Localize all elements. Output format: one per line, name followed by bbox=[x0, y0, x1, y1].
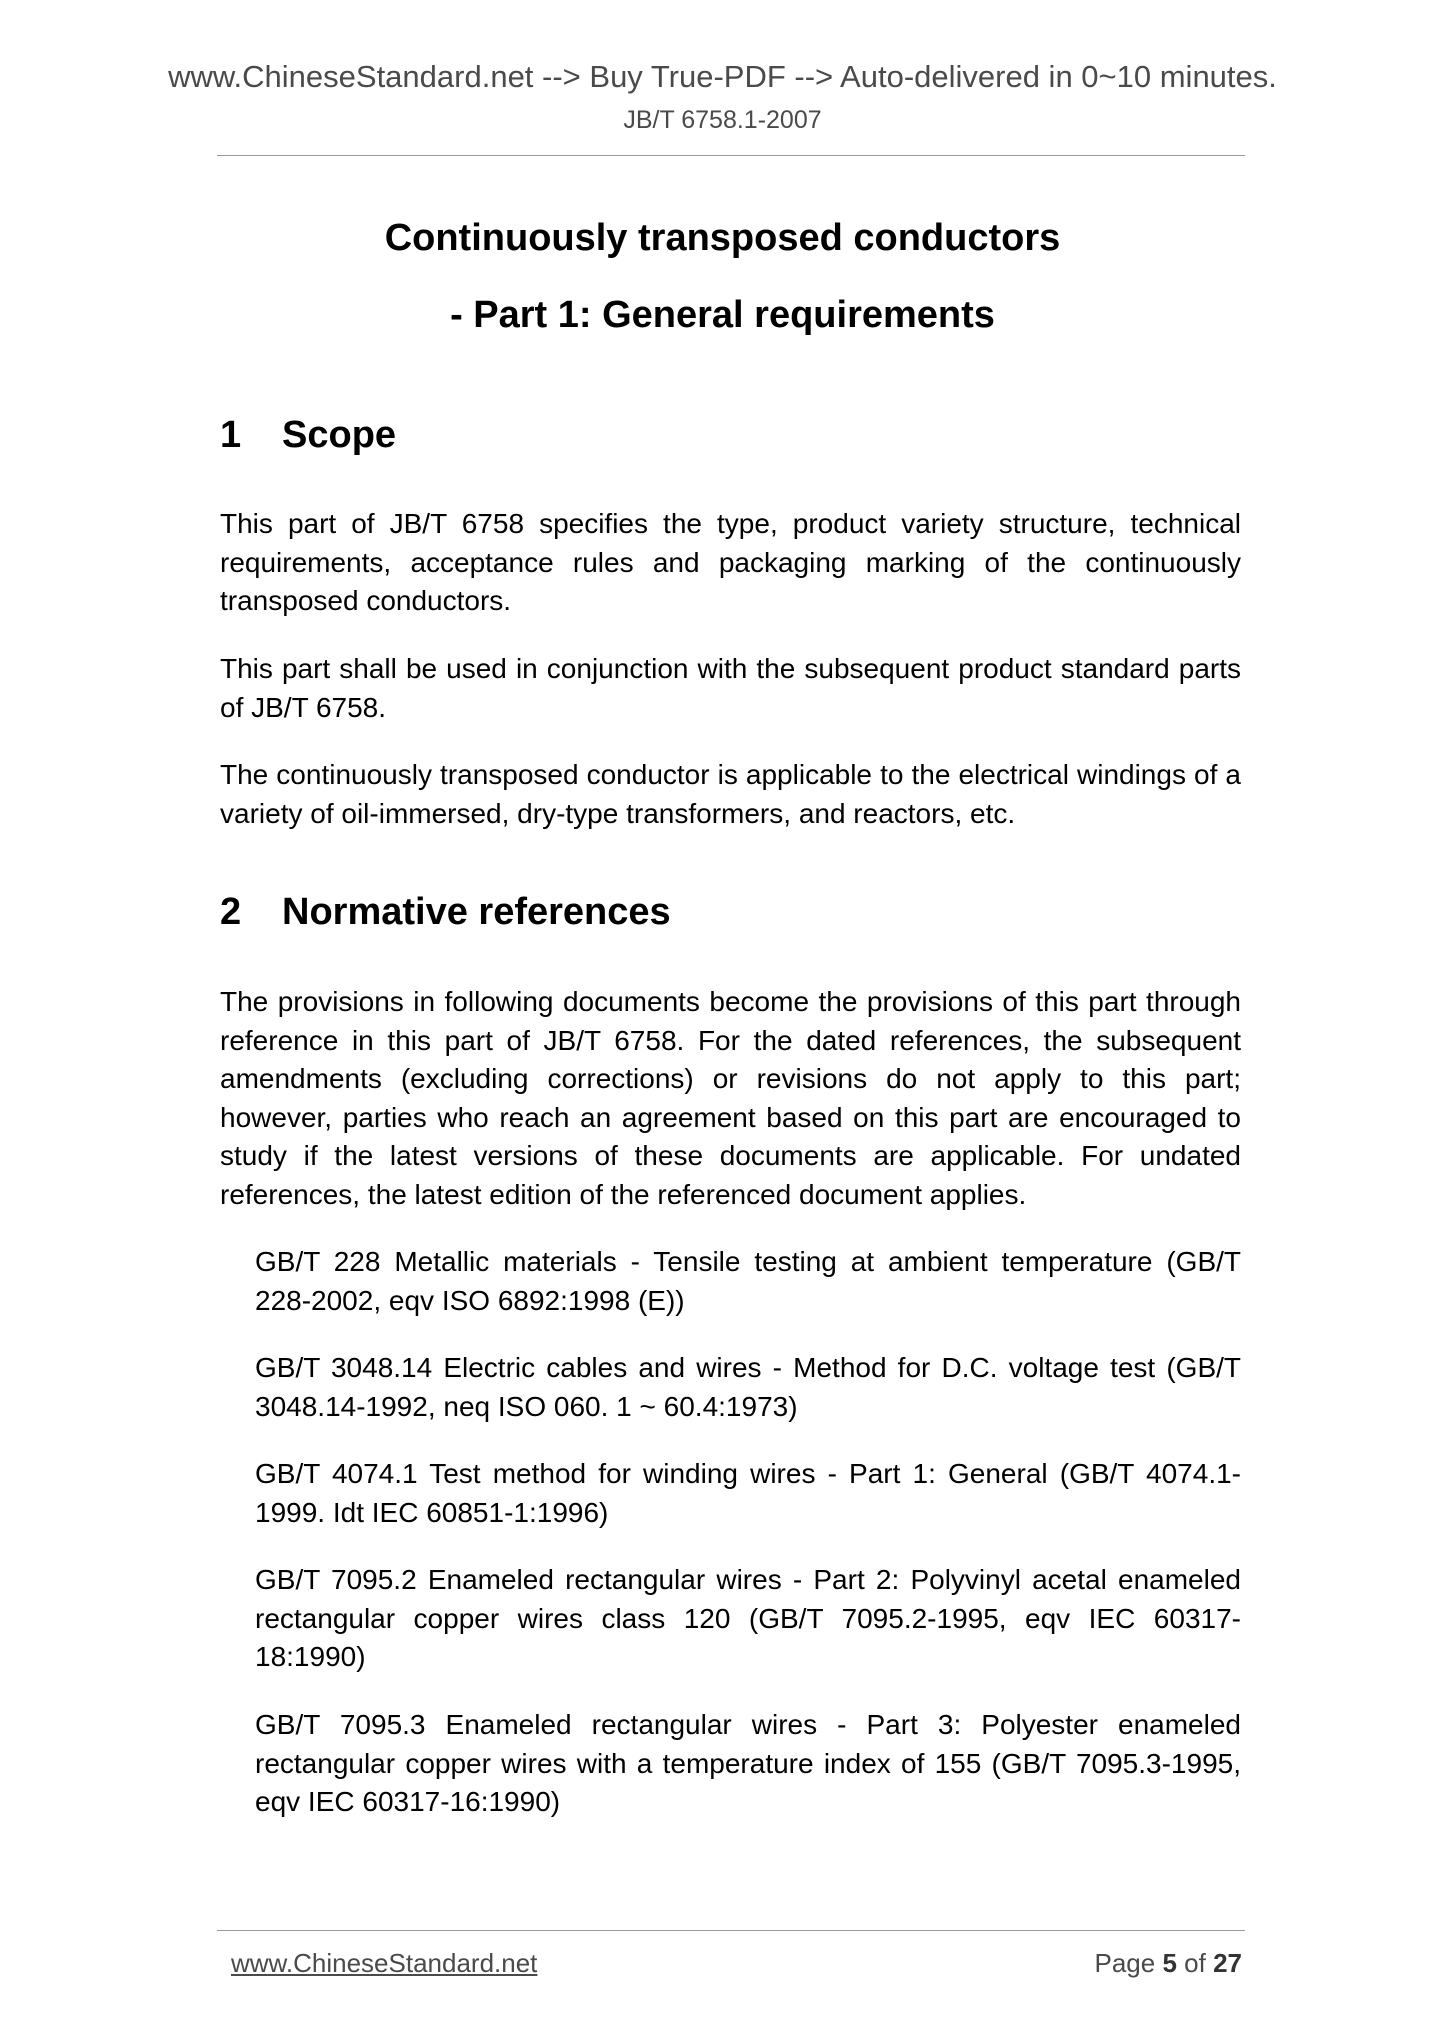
section-number: 2 bbox=[220, 891, 242, 933]
scope-paragraph-2: This part shall be used in conjunction with the subsequent product standard parts of JB/T 6758. bbox=[220, 653, 1241, 723]
reference-item: GB/T 7095.3 Enameled rectangular wires - Part 3: Polyester enameled rectangular copper wires with a temperature index of 155 (GB/T 7095.3-1995, eqv IEC 60317-16:1990) bbox=[255, 1709, 1241, 1817]
page-current: 5 bbox=[1162, 1948, 1177, 1978]
document-title: Continuously transposed conductors bbox=[384, 217, 1061, 259]
header-divider bbox=[217, 155, 1245, 156]
page-of: of bbox=[1184, 1948, 1206, 1978]
section-title: Scope bbox=[282, 414, 397, 456]
reference-item: GB/T 7095.2 Enameled rectangular wires - Part 2: Polyvinyl acetal enameled rectangular copper wires class 120 (GB/T 7095.2-1995, eqv IEC 60317-18:1990) bbox=[255, 1564, 1241, 1672]
page-total: 27 bbox=[1213, 1948, 1242, 1978]
footer-divider bbox=[217, 1930, 1245, 1931]
document-subtitle: - Part 1: General requirements bbox=[450, 294, 995, 336]
scope-paragraph-1: This part of JB/T 6758 specifies the type, product variety structure, technical requirements, acceptance rules and packaging marking of the continuously transposed conductors. bbox=[220, 508, 1241, 616]
section-heading-normative-references bbox=[220, 891, 671, 934]
reference-item: GB/T 228 Metallic materials - Tensile testing at ambient temperature (GB/T 228-2002, eqv ISO 6892:1998 (E)) bbox=[255, 1246, 1241, 1316]
page-number bbox=[1094, 1948, 1242, 1979]
header-banner: www.ChineseStandard.net --> Buy True-PDF --> Auto-delivered in 0~10 minutes. bbox=[168, 59, 1277, 94]
page-prefix: Page bbox=[1094, 1948, 1156, 1978]
footer-website-link[interactable]: www.ChineseStandard.net bbox=[231, 1948, 538, 1978]
reference-item: GB/T 4074.1 Test method for winding wires - Part 1: General (GB/T 4074.1-1999. Idt IEC 60851-1:1996) bbox=[255, 1458, 1241, 1528]
reference-item: GB/T 3048.14 Electric cables and wires - Method for D.C. voltage test (GB/T 3048.14-1992, neq ISO 060. 1 ~ 60.4:1973) bbox=[255, 1352, 1241, 1422]
section-number: 1 bbox=[220, 414, 242, 456]
standard-code: JB/T 6758.1-2007 bbox=[623, 106, 822, 134]
scope-paragraph-3: The continuously transposed conductor is applicable to the electrical windings of a variety of oil-immersed, dry-type transformers, and reactors, etc. bbox=[220, 759, 1241, 829]
normative-intro-paragraph: The provisions in following documents become the provisions of this part through reference in this part of JB/T 6758. For the dated references, the subsequent amendments (excluding corrections) or revisions do not apply to this part; however, parties who reach an agreement based on this part are encouraged to study if the latest versions of these documents are applicable. For undated references, the latest edition of the referenced document applies. bbox=[220, 986, 1241, 1210]
section-heading-scope bbox=[220, 414, 396, 457]
section-title: Normative references bbox=[282, 891, 671, 933]
